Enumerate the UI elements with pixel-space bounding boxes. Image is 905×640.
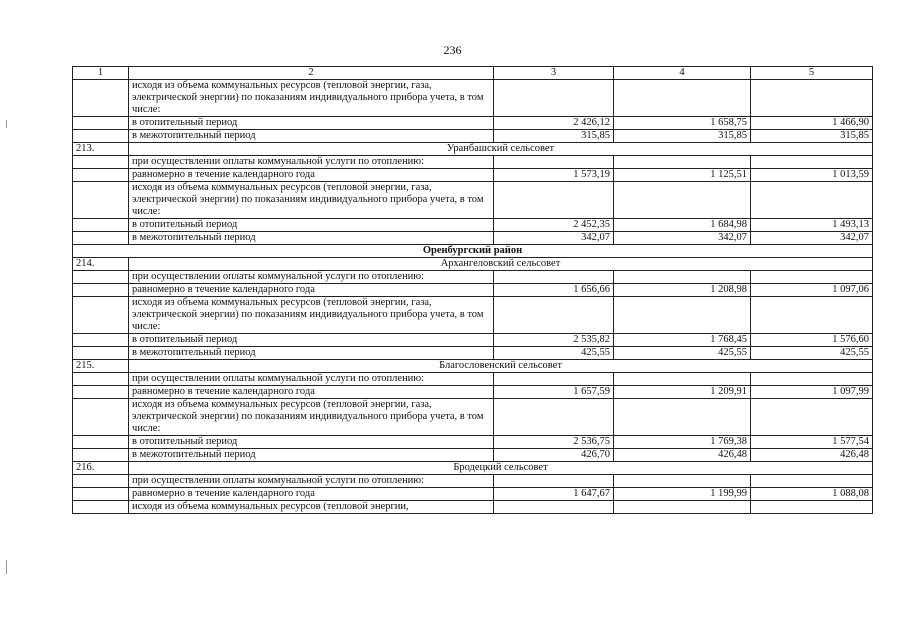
row-number xyxy=(73,182,129,219)
column-header: 2 xyxy=(129,67,494,80)
section-header-row xyxy=(73,360,873,373)
row-label: в отопительный период xyxy=(129,219,494,232)
column-header: 5 xyxy=(751,67,873,80)
section-title: Архангеловский сельсовет xyxy=(129,258,873,271)
section-title: Бродецкий сельсовет xyxy=(129,462,873,475)
value-col-4: 426,48 xyxy=(614,449,751,462)
value-col-3 xyxy=(494,80,614,117)
value-col-3: 1 573,19 xyxy=(494,169,614,182)
column-header: 3 xyxy=(494,67,614,80)
scan-edge-mark xyxy=(6,120,7,128)
row-number: 216. xyxy=(73,462,129,475)
section-header-row xyxy=(73,143,873,156)
value-col-4: 1 199,99 xyxy=(614,488,751,501)
value-col-5: 426,48 xyxy=(751,449,873,462)
table-row xyxy=(73,130,873,143)
value-col-4 xyxy=(614,399,751,436)
value-col-4 xyxy=(614,271,751,284)
value-col-5: 1 466,90 xyxy=(751,117,873,130)
row-label: при осуществлении оплаты коммунальной услуги по отоплению: xyxy=(129,373,494,386)
value-col-3 xyxy=(494,271,614,284)
value-col-4 xyxy=(614,156,751,169)
row-label: равномерно в течение календарного года xyxy=(129,386,494,399)
table-row xyxy=(73,232,873,245)
value-col-5: 315,85 xyxy=(751,130,873,143)
row-label: в отопительный период xyxy=(129,334,494,347)
row-label: при осуществлении оплаты коммунальной услуги по отоплению: xyxy=(129,271,494,284)
row-number: 213. xyxy=(73,143,129,156)
region-header-row xyxy=(73,245,873,258)
table-row xyxy=(73,449,873,462)
row-number xyxy=(73,169,129,182)
value-col-3 xyxy=(494,373,614,386)
row-number xyxy=(73,284,129,297)
value-col-5 xyxy=(751,501,873,514)
value-col-3 xyxy=(494,475,614,488)
row-label: равномерно в течение календарного года xyxy=(129,488,494,501)
row-number xyxy=(73,271,129,284)
row-number xyxy=(73,488,129,501)
value-col-3 xyxy=(494,156,614,169)
value-col-3: 426,70 xyxy=(494,449,614,462)
section-header-row xyxy=(73,258,873,271)
row-label: в отопительный период xyxy=(129,117,494,130)
value-col-5 xyxy=(751,182,873,219)
value-col-4: 342,07 xyxy=(614,232,751,245)
value-col-3: 425,55 xyxy=(494,347,614,360)
value-col-3: 2 536,75 xyxy=(494,436,614,449)
row-number xyxy=(73,399,129,436)
value-col-3: 1 657,59 xyxy=(494,386,614,399)
page-number: 236 xyxy=(443,43,462,57)
row-label: при осуществлении оплаты коммунальной услуги по отоплению: xyxy=(129,475,494,488)
row-number xyxy=(73,130,129,143)
row-label: в межотопительный период xyxy=(129,347,494,360)
row-label: равномерно в течение календарного года xyxy=(129,284,494,297)
section-title: Благословенский сельсовет xyxy=(129,360,873,373)
value-col-4 xyxy=(614,297,751,334)
value-col-4: 1 125,51 xyxy=(614,169,751,182)
row-label: исходя из объема коммунальных ресурсов (тепловой энергии, газа, электрической энергии) по показаниям индивидуального прибора учета, в том числе: xyxy=(129,80,494,117)
table-row xyxy=(73,373,873,386)
row-number xyxy=(73,436,129,449)
row-label: исходя из объема коммунальных ресурсов (тепловой энергии, газа, электрической энергии) по показаниям индивидуального прибора учета, в том числе: xyxy=(129,297,494,334)
row-number xyxy=(73,386,129,399)
row-label: в межотопительный период xyxy=(129,130,494,143)
table-row xyxy=(73,488,873,501)
value-col-5 xyxy=(751,271,873,284)
value-col-4: 1 768,45 xyxy=(614,334,751,347)
value-col-5: 1 097,06 xyxy=(751,284,873,297)
table-row xyxy=(73,475,873,488)
value-col-3 xyxy=(494,297,614,334)
value-col-5: 1 577,54 xyxy=(751,436,873,449)
value-col-5 xyxy=(751,156,873,169)
table-row xyxy=(73,334,873,347)
row-label: исходя из объема коммунальных ресурсов (тепловой энергии, xyxy=(129,501,494,514)
value-col-5 xyxy=(751,475,873,488)
value-col-3: 2 426,12 xyxy=(494,117,614,130)
table-row xyxy=(73,399,873,436)
value-col-4: 1 769,38 xyxy=(614,436,751,449)
value-col-4 xyxy=(614,80,751,117)
row-number xyxy=(73,156,129,169)
value-col-5: 1 088,08 xyxy=(751,488,873,501)
value-col-3 xyxy=(494,182,614,219)
row-number xyxy=(73,475,129,488)
row-label: в межотопительный период xyxy=(129,449,494,462)
value-col-3: 2 452,35 xyxy=(494,219,614,232)
value-col-5 xyxy=(751,373,873,386)
value-col-3: 1 647,67 xyxy=(494,488,614,501)
value-col-3: 2 535,82 xyxy=(494,334,614,347)
value-col-5 xyxy=(751,399,873,436)
value-col-3 xyxy=(494,399,614,436)
tariff-table xyxy=(72,66,873,514)
scan-edge-mark xyxy=(6,560,7,574)
value-col-5: 1 576,60 xyxy=(751,334,873,347)
row-number xyxy=(73,449,129,462)
value-col-3: 342,07 xyxy=(494,232,614,245)
value-col-4 xyxy=(614,501,751,514)
table-row xyxy=(73,347,873,360)
value-col-5 xyxy=(751,297,873,334)
table-row xyxy=(73,156,873,169)
table-row xyxy=(73,80,873,117)
value-col-5: 425,55 xyxy=(751,347,873,360)
column-header: 1 xyxy=(73,67,129,80)
tariff-table-body xyxy=(73,67,873,514)
table-row xyxy=(73,219,873,232)
column-header: 4 xyxy=(614,67,751,80)
value-col-5: 1 097,99 xyxy=(751,386,873,399)
row-number xyxy=(73,347,129,360)
value-col-5: 1 493,13 xyxy=(751,219,873,232)
value-col-3: 315,85 xyxy=(494,130,614,143)
value-col-4: 315,85 xyxy=(614,130,751,143)
value-col-3: 1 656,66 xyxy=(494,284,614,297)
row-label: в межотопительный период xyxy=(129,232,494,245)
value-col-5: 342,07 xyxy=(751,232,873,245)
value-col-3 xyxy=(494,501,614,514)
value-col-4 xyxy=(614,182,751,219)
row-number xyxy=(73,219,129,232)
value-col-4: 1 658,75 xyxy=(614,117,751,130)
region-title: Оренбургский район xyxy=(73,245,873,258)
row-label: при осуществлении оплаты коммунальной услуги по отоплению: xyxy=(129,156,494,169)
value-col-5 xyxy=(751,80,873,117)
table-row xyxy=(73,182,873,219)
table-row xyxy=(73,501,873,514)
value-col-4: 1 209,91 xyxy=(614,386,751,399)
value-col-4: 425,55 xyxy=(614,347,751,360)
value-col-5: 1 013,59 xyxy=(751,169,873,182)
row-number xyxy=(73,297,129,334)
row-number xyxy=(73,334,129,347)
table-row xyxy=(73,284,873,297)
table-row xyxy=(73,271,873,284)
value-col-4 xyxy=(614,373,751,386)
row-number xyxy=(73,501,129,514)
table-row xyxy=(73,169,873,182)
section-title: Уранбашский сельсовет xyxy=(129,143,873,156)
table-header-row xyxy=(73,67,873,80)
row-number xyxy=(73,373,129,386)
table-row xyxy=(73,386,873,399)
row-number: 214. xyxy=(73,258,129,271)
table-row xyxy=(73,436,873,449)
row-label: в отопительный период xyxy=(129,436,494,449)
value-col-4: 1 208,98 xyxy=(614,284,751,297)
row-number xyxy=(73,232,129,245)
row-label: исходя из объема коммунальных ресурсов (тепловой энергии, газа, электрической энергии) по показаниям индивидуального прибора учета, в том числе: xyxy=(129,399,494,436)
row-label: исходя из объема коммунальных ресурсов (тепловой энергии, газа, электрической энергии) по показаниям индивидуального прибора учета, в том числе: xyxy=(129,182,494,219)
table-row xyxy=(73,297,873,334)
row-number: 215. xyxy=(73,360,129,373)
table-row xyxy=(73,117,873,130)
row-label: равномерно в течение календарного года xyxy=(129,169,494,182)
section-header-row xyxy=(73,462,873,475)
value-col-4: 1 684,98 xyxy=(614,219,751,232)
value-col-4 xyxy=(614,475,751,488)
row-number xyxy=(73,80,129,117)
row-number xyxy=(73,117,129,130)
